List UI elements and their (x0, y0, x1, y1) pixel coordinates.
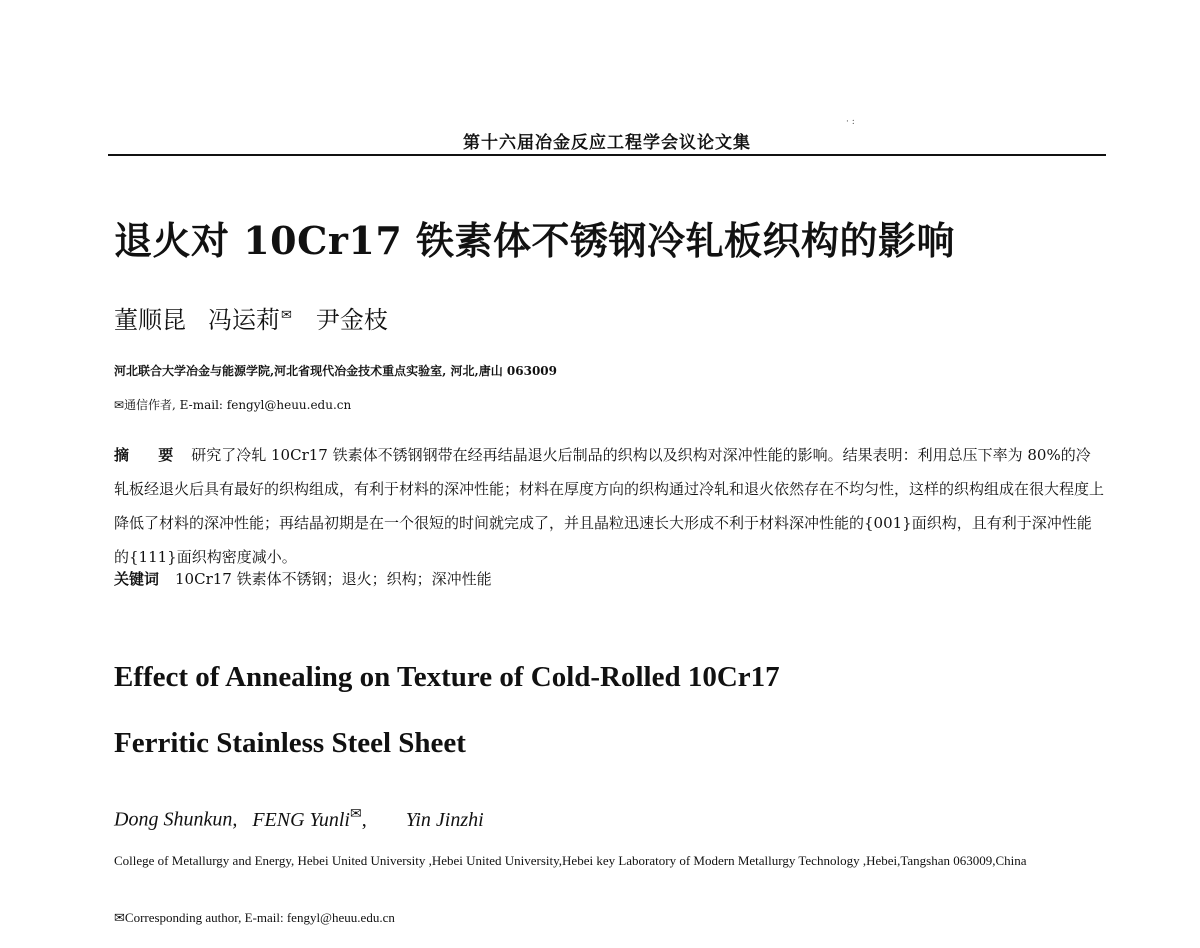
mail-icon: ✉ (281, 308, 292, 323)
en-title (114, 644, 1104, 776)
running-header: 第十六届冶金反应工程学会议论文集 (463, 133, 751, 153)
cn-keywords (114, 568, 492, 589)
mail-icon-en: ✉ (349, 807, 362, 822)
en-authors (114, 806, 484, 832)
cn-abstract (114, 438, 1104, 574)
keywords-text: 10Cr17 铁素体不锈钢；退火；织构；深冲性能 (175, 570, 492, 588)
en-corresponding-author: ✉Corresponding author, E-mail: fengyl@heuu.edu.cn (114, 910, 395, 925)
en-title-line-2: Ferritic Stainless Steel Sheet (114, 727, 466, 759)
en-author-2: FENG Yunli (252, 808, 350, 831)
cn-authors (114, 300, 410, 335)
cn-author-2: 冯运莉 (208, 306, 280, 334)
header-rule (108, 154, 1106, 156)
keywords-label: 关键词 (114, 570, 160, 588)
en-title-line-1: Effect of Annealing on Texture of Cold-Rolled 10Cr17 (114, 661, 780, 693)
cn-author-3: 尹金枝 (315, 306, 388, 334)
en-author-1: Dong Shunkun, (114, 808, 238, 831)
en-affiliation: College of Metallurgy and Energy, Hebei United University ,Hebei United University,Hebei key Laboratory of Modern Metallurgy Technology ,Hebei,Tangshan 063009,China (114, 853, 1027, 868)
en-author-separator: , (361, 808, 367, 831)
abstract-label: 摘 要 (114, 446, 186, 464)
cn-affiliation: 河北联合大学冶金与能源学院,河北省现代冶金技术重点实验室, 河北,唐山 063009 (114, 364, 557, 378)
abstract-text: 研究了冷轧 10Cr17 铁素体不锈钢钢带在经再结晶退火后制品的织构以及织构对深冲性能的影响。结果表明：利用总压下率为 80%的冷轧板经退火后具有最好的织构组成，有利于材料的深冲性能；材料在厚度方向的织构通过冷轧和退火依然存在不均匀性，这样的织构组成在很大程度上降低了材料的深冲性能；再结晶初期是在一个很短的时间就完成了，并且晶粒迅速长大形成不利于材料深冲性能的{001}面织构，且有利于深冲性能的{111}面织构密度减小。 (114, 446, 1105, 566)
cn-author-1: 董顺昆 (114, 306, 186, 334)
cn-title: 退火对 10Cr17 铁素体不锈钢冷轧板织构的影响 (114, 218, 955, 263)
cn-corresponding-author: ✉通信作者, E-mail: fengyl@heuu.edu.cn (114, 398, 352, 412)
en-author-3: Yin Jinzhi (405, 808, 484, 831)
header-marks: · : (846, 117, 855, 127)
